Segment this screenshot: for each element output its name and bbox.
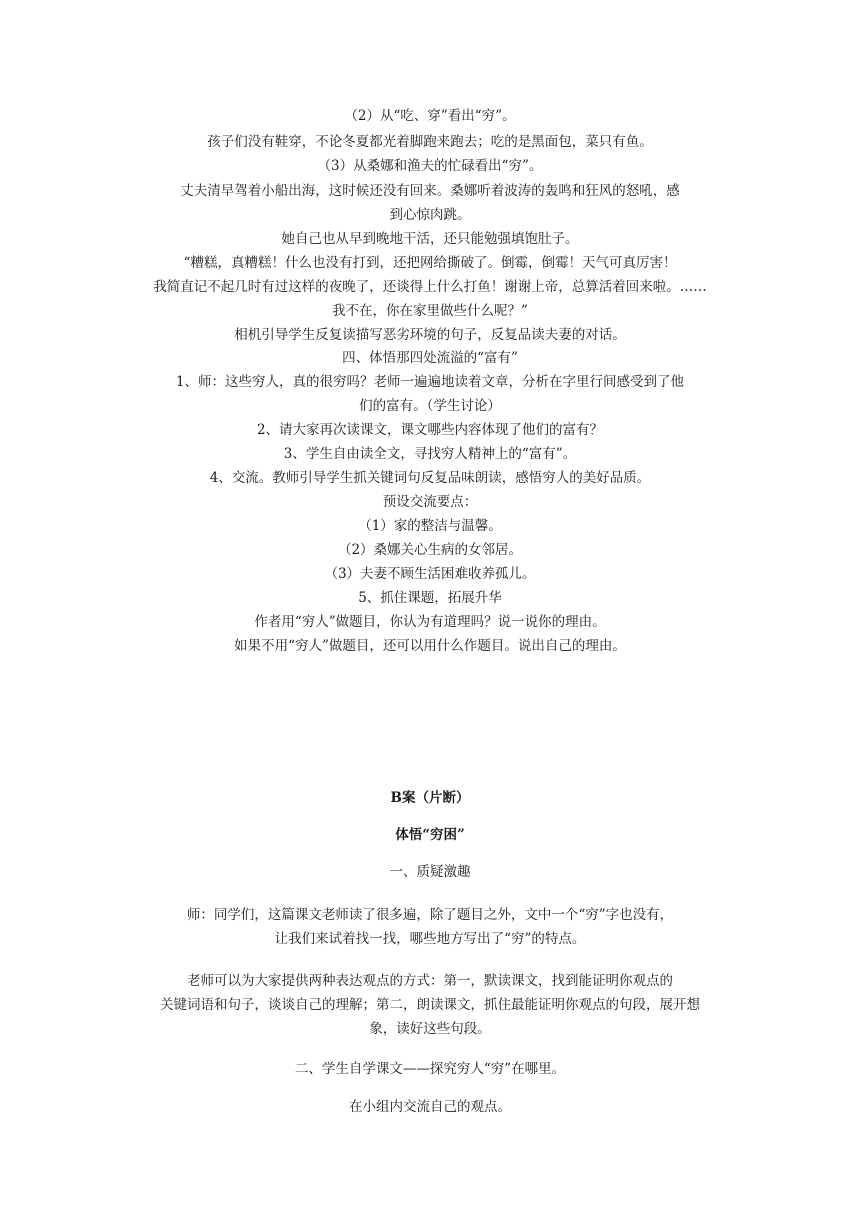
text-line: 4、交流。教师引导学生抓关键词句反复品味朗读，感悟穷人的美好品质。 <box>209 470 651 486</box>
text-line: （3）从桑娜和渔夫的忙碌看出“穷”。 <box>317 158 543 174</box>
text-line: 她自己也从早到晚地干活，还只能勉强填饱肚子。 <box>281 231 579 247</box>
text-line: 象，读好这些句段。 <box>369 1021 491 1037</box>
text-line: 3、学生自由读全文，寻找穷人精神上的“富有”。 <box>283 446 577 462</box>
text-line: 我简直记不起几时有过这样的夜晚了，还谈得上什么打鱼！谢谢上帝，总算活着回来啦。…… <box>153 279 707 295</box>
text-line: 预设交流要点： <box>382 494 478 510</box>
text-line: 相机引导学生反复读描写恶劣环境的句子，反复品读夫妻的对话。 <box>234 327 626 343</box>
section-b-title: B案（片断） <box>390 790 470 806</box>
text-line: 我不在，你在家里做些什么呢？” <box>332 303 528 319</box>
text-line: 师：同学们，这篇课文老师读了很多遍，除了题目之外，文中一个“穷”字也没有， <box>186 907 674 923</box>
text-line: 如果不用“穷人”做题目，还可以用什么作题目。说出自己的理由。 <box>234 638 626 654</box>
text-line: （2）桑娜关心生病的女邻居。 <box>337 542 523 558</box>
text-line: 2、请大家再次读课文，课文哪些内容体现了他们的富有？ <box>256 422 604 438</box>
text-line: 1、师：这些穷人，真的很穷吗？老师一遍遍地读着文章，分析在字里行间感受到了他 <box>175 374 685 390</box>
text-line: “糟糕，真糟糕！什么也没有打到，还把网给撕破了。倒霉，倒霉！天气可真厉害！ <box>183 255 677 271</box>
text-line: 关键词语和句子，谈谈自己的理解；第二，朗读课文，抓住最能证明你观点的句段，展开想 <box>160 997 700 1013</box>
text-line: 们的富有。（学生讨论） <box>359 398 501 414</box>
text-line: 孩子们没有鞋穿，不论冬夏都光着脚跑来跑去；吃的是黑面包，菜只有鱼。 <box>207 134 653 150</box>
text-line: 丈夫清早驾着小船出海，这时候还没有回来。桑娜听着波涛的轰鸣和狂风的怒吼，感 <box>180 183 680 199</box>
section-heading: 一、质疑激趣 <box>389 864 471 880</box>
text-line: 在小组内交流自己的观点。 <box>349 1099 511 1115</box>
text-line: 老师可以为大家提供两种表达观点的方式：第一，默读课文，找到能证明你观点的 <box>187 973 673 989</box>
text-line: （3）夫妻不顾生活困难收养孤儿。 <box>324 566 536 582</box>
text-line: 5、抓住课题，拓展升华 <box>358 590 502 606</box>
text-line: 到心惊肉跳。 <box>389 207 471 223</box>
text-line: 让我们来试着找一找，哪些地方写出了“穷”的特点。 <box>274 931 586 947</box>
section-b-subtitle: 体悟“穷困” <box>395 827 465 843</box>
text-line: （1）家的整洁与温馨。 <box>358 518 502 534</box>
section-heading: 四、体悟那四处流溢的“富有” <box>342 350 518 366</box>
text-line: （2）从“吃、穿”看出“穷”。 <box>344 108 516 124</box>
text-line: 作者用“穷人”做题目，你认为有道理吗？说一说你的理由。 <box>254 614 606 630</box>
section-heading: 二、学生自学课文——探究穷人“穷”在哪里。 <box>294 1061 566 1077</box>
